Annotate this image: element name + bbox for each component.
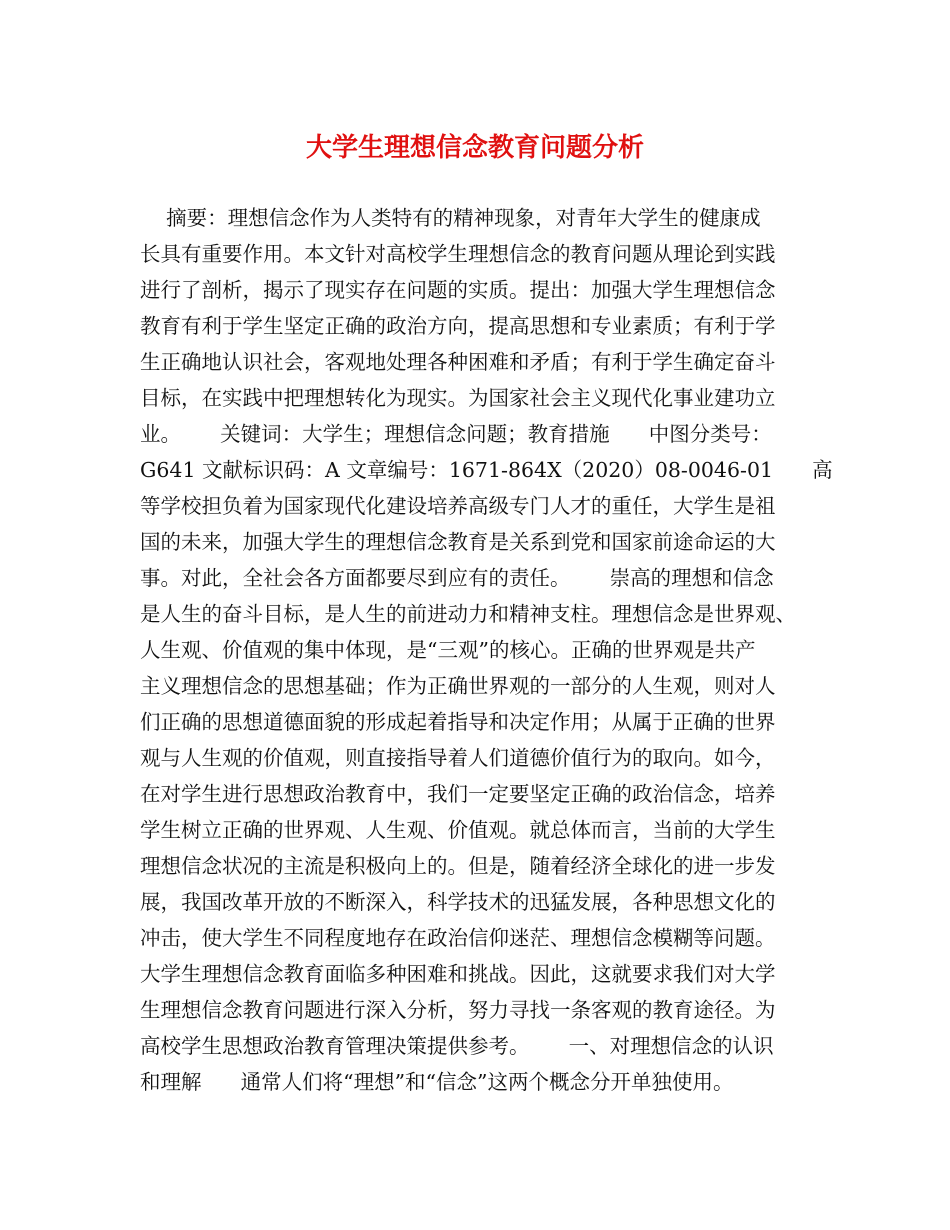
body-line: 大学生理想信念教育面临多种困难和挑战。因此，这就要求我们对大学 (140, 962, 776, 986)
body-line: 教育有利于学生坚定正确的政治方向，提高思想和专业素质；有利于学 (140, 314, 776, 338)
body-line: 在对学生进行思想政治教育中，我们一定要坚定正确的政治信念，培养 (140, 782, 776, 806)
body-line: 生理想信念教育问题进行深入分析，努力寻找一条客观的教育途径。为 (140, 998, 776, 1022)
body-line: 事。对此，全社会各方面都要尽到应有的责任。 崇高的理想和信念 (140, 566, 774, 590)
body-line: 和理解 通常人们将“理想”和“信念”这两个概念分开单独使用。 (140, 1070, 734, 1094)
body-line: 等学校担负着为国家现代化建设培养高级专门人才的重任，大学生是祖 (140, 494, 776, 518)
body-line: 主义理想信念的思想基础；作为正确世界观的一部分的人生观，则对人 (140, 674, 776, 698)
body-line: 业。 关键词：大学生；理想信念问题；教育措施 中图分类号： (140, 422, 772, 446)
document-body (140, 200, 833, 1100)
body-line: G641 文献标识码：A 文章编号：1671-864X（2020）08-0046-01 高 (140, 458, 833, 482)
body-line: 观与人生观的价值观，则直接指导着人们道德价值行为的取向。如今， (140, 746, 776, 770)
body-line: 生正确地认识社会，客观地处理各种困难和矛盾；有利于学生确定奋斗 (140, 350, 776, 374)
body-line: 国的未来，加强大学生的理想信念教育是关系到党和国家前途命运的大 (140, 530, 776, 554)
body-line: 是人生的奋斗目标，是人生的前进动力和精神支柱。理想信念是世界观、 (140, 602, 796, 626)
body-line: 目标，在实践中把理想转化为现实。为国家社会主义现代化事业建功立 (140, 386, 776, 410)
body-line: 进行了剖析，揭示了现实存在问题的实质。提出：加强大学生理想信念 (140, 278, 776, 302)
body-line: 摘要：理想信念作为人类特有的精神现象，对青年大学生的健康成 (140, 206, 761, 230)
document-title: 大学生理想信念教育问题分析 (305, 133, 644, 163)
body-line: 学生树立正确的世界观、人生观、价值观。就总体而言，当前的大学生 (140, 818, 776, 842)
body-line: 理想信念状况的主流是积极向上的。但是，随着经济全球化的进一步发 (140, 854, 776, 878)
body-line: 们正确的思想道德面貌的形成起着指导和决定作用；从属于正确的世界 (140, 710, 776, 734)
body-line: 长具有重要作用。本文针对高校学生理想信念的教育问题从理论到实践 (140, 242, 776, 266)
body-line: 冲击，使大学生不同程度地存在政治信仰迷茫、理想信念模糊等问题。 (140, 926, 776, 950)
body-line: 展，我国改革开放的不断深入，科学技术的迅猛发展，各种思想文化的 (140, 890, 776, 914)
body-line: 人生观、价值观的集中体现，是“三观”的核心。正确的世界观是共产 (140, 638, 756, 662)
body-line: 高校学生思想政治教育管理决策提供参考。 一、对理想信念的认识 (140, 1034, 774, 1058)
